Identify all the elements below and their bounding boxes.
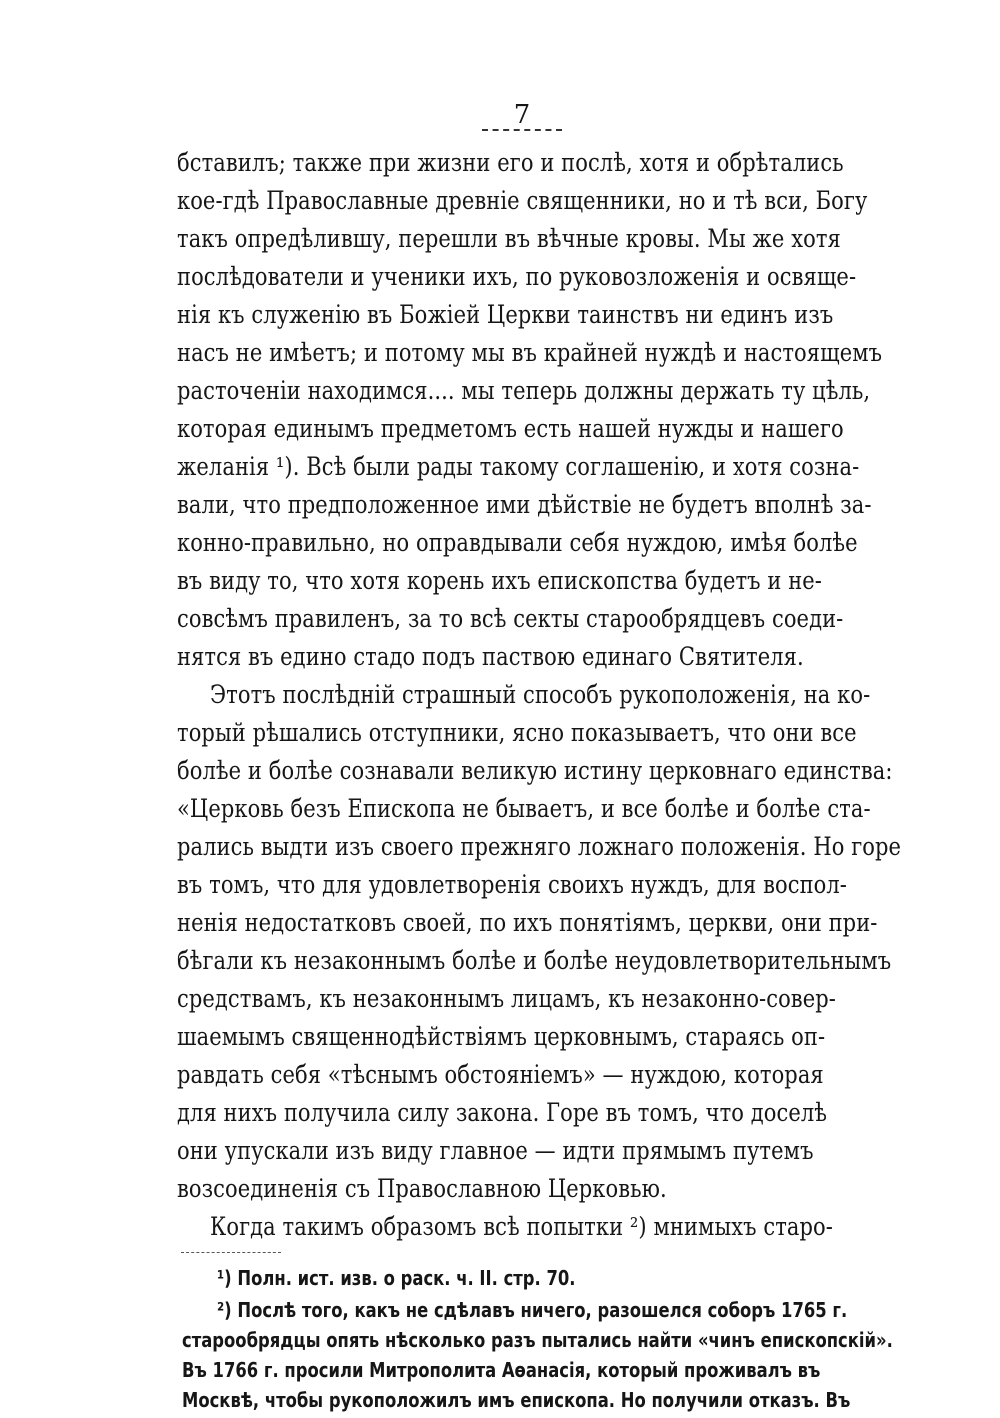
text-line: торый рѣшались отступники, ясно показываетъ, что они все bbox=[177, 718, 857, 747]
text-line: совсѣмъ правиленъ, за то всѣ секты старообрядцевъ соеди- bbox=[177, 604, 844, 633]
page-number-rule bbox=[482, 129, 562, 131]
text-line: которая единымъ предметомъ есть нашей нужды и нашего bbox=[177, 414, 844, 443]
text-line: въ виду то, что хотя корень ихъ епископства будетъ и не- bbox=[177, 566, 822, 595]
text-line: расточеніи находимся.... мы теперь должны держать ту цѣль, bbox=[177, 376, 871, 405]
text-line: кое-гдѣ Православные древніе священники, но и тѣ вси, Богу bbox=[177, 186, 868, 215]
page-number: 7 bbox=[513, 100, 531, 130]
text-line: въ томъ, что для удовлетворенія своихъ нуждъ, для воспол- bbox=[177, 870, 847, 899]
footnote-1: ¹) Полн. ист. изв. о раск. ч. II. стр. 70. bbox=[217, 1266, 576, 1290]
text-line: бѣгали къ незаконнымъ болѣе и болѣе неудовлетворительнымъ bbox=[177, 946, 892, 975]
text-line: возсоединенія съ Православною Церковью. bbox=[177, 1174, 667, 1203]
text-line: Когда такимъ образомъ всѣ попытки ²) мнимыхъ старо- bbox=[210, 1212, 833, 1241]
text-line: болѣе и болѣе сознавали великую истину церковнаго единства: bbox=[177, 756, 893, 785]
text-line: они упускали изъ виду главное — идти прямымъ путемъ bbox=[177, 1136, 814, 1165]
text-line: средствамъ, къ незаконнымъ лицамъ, къ незаконно-совер- bbox=[177, 984, 836, 1013]
footnote-separator bbox=[181, 1252, 281, 1253]
text-line: рались выдти изъ своего прежняго ложнаго положенія. Но горе bbox=[177, 832, 902, 861]
text-line: насъ не имѣетъ; и потому мы въ крайней нуждѣ и настоящемъ bbox=[177, 338, 883, 367]
text-line: конно-правильно, но оправдывали себя нуждою, имѣя болѣе bbox=[177, 528, 858, 557]
text-line: желанія ¹). Всѣ были рады такому соглашенію, и хотя сознa- bbox=[177, 452, 860, 481]
text-line: послѣдователи и ученики ихъ, по руковозложенія и освяще- bbox=[177, 262, 857, 291]
footnote-2-line: Въ 1766 г. просили Митрополита Аѳанасія, который проживалъ въ bbox=[182, 1358, 821, 1382]
text-line: «Церковь безъ Епископа не бываетъ, и все болѣе и болѣе ста- bbox=[177, 794, 871, 823]
text-line: такъ опредѣлившу, перешли въ вѣчные кровы. Мы же хотя bbox=[177, 224, 841, 253]
text-line: бставилъ; также при жизни его и послѣ, хотя и обрѣтались bbox=[177, 148, 844, 177]
text-line: равдать себя «тѣснымъ обстояніемъ» — нуждою, которая bbox=[177, 1060, 824, 1089]
footnote-2-line: Москвѣ, чтобы рукоположилъ имъ епископа. Но получили отказъ. Въ bbox=[182, 1388, 851, 1412]
text-line: нія къ служенію въ Божіей Церкви таинствъ ни единъ изъ bbox=[177, 300, 834, 329]
text-line: Этотъ послѣдній страшный способъ рукоположенія, на ко- bbox=[210, 680, 871, 709]
text-line: для нихъ получила силу закона. Горе въ томъ, что доселѣ bbox=[177, 1098, 828, 1127]
text-line: шаемымъ священнодѣйствіямъ церковнымъ, стараясь оп- bbox=[177, 1022, 826, 1051]
footnote-2-line: старообрядцы опять нѣсколько разъ пытались найти «чинъ епископскій». bbox=[182, 1328, 893, 1352]
text-line: нятся въ едино стадо подъ паствою единаго Святителя. bbox=[177, 642, 804, 671]
text-line: вали, что предположенное ими дѣйствіе не будетъ вполнѣ за- bbox=[177, 490, 872, 519]
footnote-2-line: ²) Послѣ того, какъ не сдѣлавъ ничего, разошелся соборъ 1765 г. bbox=[217, 1298, 848, 1322]
text-line: ненія недостатковъ своей, по ихъ понятіямъ, церкви, они при- bbox=[177, 908, 878, 937]
